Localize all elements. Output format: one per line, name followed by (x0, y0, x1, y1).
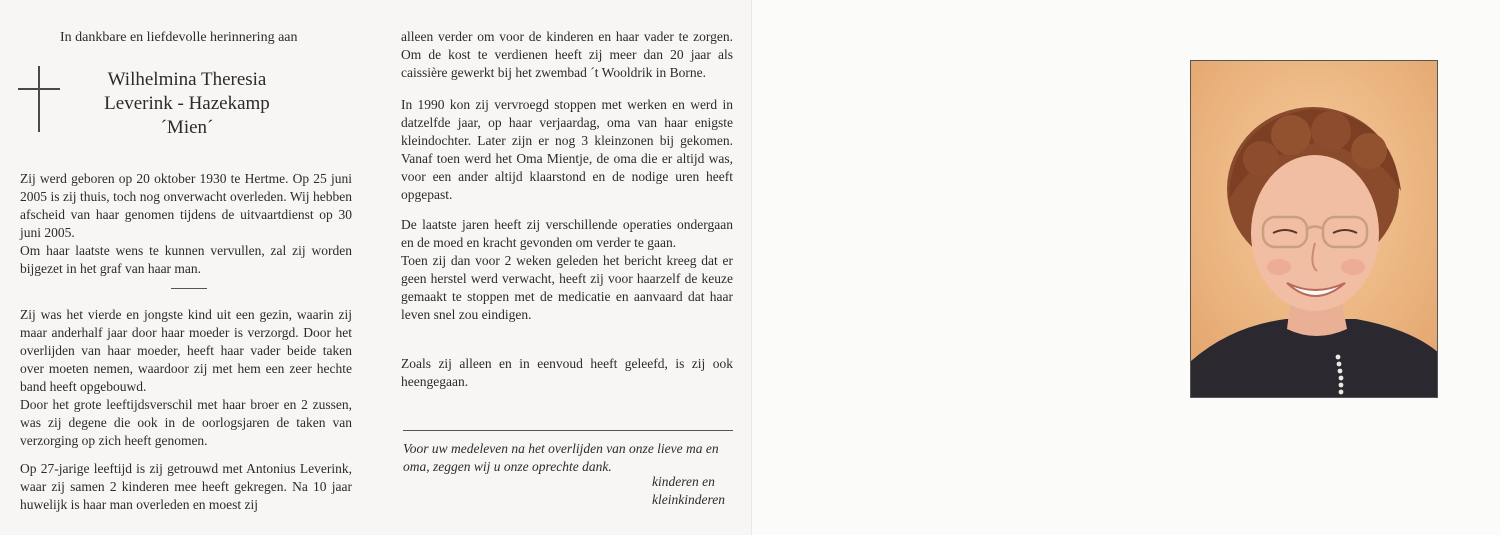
thanks-text: Voor uw medeleven na het overlijden van onze lieve ma en oma, zeggen wij u onze oprechte dank. (403, 441, 719, 474)
paragraph: Door het grote leeftijdsverschil met haar broer en 2 zussen, was zij degene die ook in de oorlogsjaren de taken van verzorging op zich heeft genomen. (20, 397, 352, 448)
paragraph: Zoals zij alleen en in eenvoud heeft geleefd, is zij ook heengegaan. (401, 356, 733, 389)
divider (171, 288, 207, 289)
portrait-photo (1190, 60, 1438, 398)
illness-paragraph (401, 216, 733, 324)
closing-paragraph (401, 355, 733, 391)
divider (403, 430, 733, 431)
name-surname: Leverink - Hazekamp (104, 93, 270, 114)
intro-text: In dankbare en liefdevolle herinnering aan (60, 30, 298, 45)
name-first: Wilhelmina Theresia (107, 69, 267, 90)
signature-line: kleinkinderen (652, 492, 725, 507)
paragraph: Zij was het vierde en jongste kind uit een gezin, waarin zij maar anderhalf jaar door haar moeder is verzorgd. Door het overlijden van haar moeder, heeft haar vader beide taken over moeten nemen, waardoor zij met hem een zeer hechte band heeft opgebouwd. (20, 307, 352, 394)
paragraph: Om haar laatste wens te kunnen vervullen, zal zij worden bijgezet in het graf van haar man. (20, 243, 352, 276)
work-paragraph (401, 28, 733, 82)
signature (652, 473, 725, 509)
birth-death-paragraph (20, 170, 352, 278)
marriage-paragraph (20, 460, 352, 514)
paragraph: Toen zij dan voor 2 weken geleden het bericht kreeg dat er geen herstel werd verwacht, heeft zij voor haarzelf de keuze gemaakt te stoppen met de medicatie en aanvaard dat haar leven snel zou eindigen. (401, 253, 733, 322)
paragraph: Zij werd geboren op 20 oktober 1930 te Hertme. Op 25 juni 2005 is zij thuis, toch nog onverwacht overleden. Wij hebben afscheid van haar genomen tijdens de uitvaartdienst op 30 juni 2005. (20, 171, 352, 240)
paragraph: In 1990 kon zij vervroegd stoppen met werken en werd in datzelfde jaar, op haar verjaardag, oma van haar enigste kleindochter. Later zijn er nog 3 kleinzonen bij gekomen. Vanaf toen werd het Oma Mientje, de oma die er altijd was, voor een ander altijd klaarstond en de nodige uren heeft opgepast. (401, 97, 733, 202)
paragraph: Op 27-jarige leeftijd is zij getrouwd met Antonius Leverink, waar zij samen 2 kinderen mee heeft gekregen. Na 10 jaar huwelijk is haar man overleden en moest zij (20, 461, 352, 512)
paragraph: alleen verder om voor de kinderen en haar vader te zorgen. Om de kost te verdienen heeft zij meer dan 20 jaar als caissière gewerkt bij het zwembad ´t Wooldrik in Borne. (401, 29, 733, 80)
name-nickname: ´Mien´ (160, 117, 214, 138)
grandchildren-paragraph (401, 96, 733, 204)
deceased-name (62, 68, 312, 140)
cross-icon (38, 66, 40, 132)
family-paragraph (20, 306, 352, 450)
cross-icon-bar (18, 88, 60, 90)
signature-line: kinderen en (652, 474, 715, 489)
paragraph: De laatste jaren heeft zij verschillende operaties ondergaan en de moed en kracht gevonden om verder te gaan. (401, 217, 733, 250)
portrait-illustration (1191, 61, 1438, 398)
